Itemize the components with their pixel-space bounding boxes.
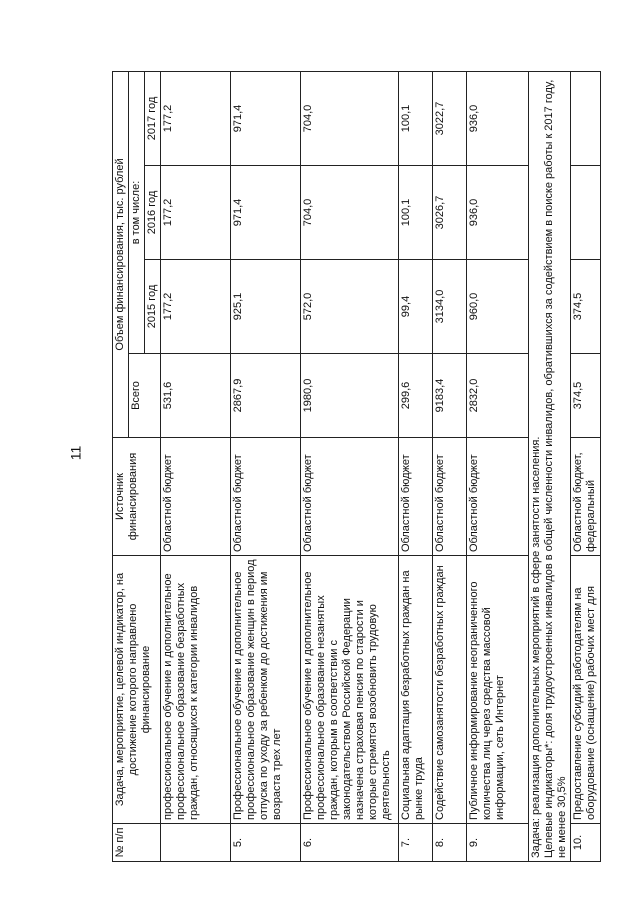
row-source: Областной бюджет — [301, 438, 399, 556]
row-no: 5. — [231, 824, 301, 862]
row-total: 374,5 — [571, 354, 601, 438]
header-year-2017: 2017 год — [145, 71, 161, 165]
row-no: 7. — [399, 824, 433, 862]
row-source: Областной бюджет — [467, 438, 529, 556]
row-no: 10. — [571, 824, 601, 862]
header-year-2015: 2015 год — [145, 260, 161, 354]
row-2016: 936,0 — [467, 166, 529, 260]
indicator-text: Целевые индикаторы*: доля трудоустроенных инвалидов в общей численности инвалидов, обратившихся за содействием в поиске работы к 2017 году, не менее 30,5% — [543, 79, 568, 858]
row-source: Областной бюджет — [433, 438, 467, 556]
row-2016: 704,0 — [301, 166, 399, 260]
row-no — [161, 824, 231, 862]
row-no: 8. — [433, 824, 467, 862]
row-2017: 177,2 — [161, 71, 231, 165]
header-volume: Объем финансирования, тыс. рублей — [113, 71, 129, 437]
row-total: 2867,9 — [231, 354, 301, 438]
row-2015: 3134,0 — [433, 260, 467, 354]
row-total: 299,6 — [399, 354, 433, 438]
page-number: 11 — [67, 445, 84, 461]
row-2016: 100,1 — [399, 166, 433, 260]
row-2017 — [571, 71, 601, 165]
row-name: Социальная адаптация безработных граждан на рынке труда — [399, 556, 433, 824]
row-2017: 100,1 — [399, 71, 433, 165]
header-including: в том числе: — [129, 71, 145, 353]
row-2017: 3022,7 — [433, 71, 467, 165]
task-text: Задача: реализация дополнительных мероприятий в сфере занятости населения. — [530, 436, 542, 858]
row-source: Областной бюджет — [161, 438, 231, 556]
table-row — [301, 71, 399, 861]
row-2016 — [571, 166, 601, 260]
row-source: Областной бюджет, федеральный — [571, 438, 601, 556]
table-row — [467, 71, 529, 861]
row-name: Профессиональное обучение и дополнительное профессиональное образование женщин в период отпуска по уходу за ребенком до достижения им возраста трех лет — [231, 556, 301, 824]
table-row — [433, 71, 467, 861]
table-row — [399, 71, 433, 861]
task-row — [529, 71, 571, 861]
row-name: Предоставление субсидий работодателям на оборудование (оснащение) рабочих мест для — [571, 556, 601, 824]
row-name: Публичное информирование неограниченного количества лиц через средства массовой информации, сеть Интернет — [467, 556, 529, 824]
row-2017: 704,0 — [301, 71, 399, 165]
row-2017: 936,0 — [467, 71, 529, 165]
task-cell — [529, 71, 571, 861]
row-2015: 925,1 — [231, 260, 301, 354]
row-2015: 99,4 — [399, 260, 433, 354]
row-2015: 572,0 — [301, 260, 399, 354]
row-source: Областной бюджет — [399, 438, 433, 556]
row-total: 2832,0 — [467, 354, 529, 438]
header-source: Источник финансирования — [113, 438, 161, 556]
row-2015: 177,2 — [161, 260, 231, 354]
row-name: Содействие самозанятости безработных граждан — [433, 556, 467, 824]
row-total: 9183,4 — [433, 354, 467, 438]
table-row — [571, 71, 601, 861]
header-no: № п/п — [113, 824, 161, 862]
financing-table — [112, 71, 601, 862]
row-2015: 960,0 — [467, 260, 529, 354]
row-source: Областной бюджет — [231, 438, 301, 556]
row-2016: 177,2 — [161, 166, 231, 260]
header-total: Всего — [129, 354, 161, 438]
row-2016: 3026,7 — [433, 166, 467, 260]
row-2017: 971,4 — [231, 71, 301, 165]
row-2016: 971,4 — [231, 166, 301, 260]
row-name: профессиональное обучение и дополнительное профессиональное образование безработных граждан, относящихся к категории инвалидов — [161, 556, 231, 824]
row-total: 531,6 — [161, 354, 231, 438]
header-task: Задача, мероприятие, целевой индикатор, на достижение которого направлено финансирование — [113, 556, 161, 824]
row-total: 1980,0 — [301, 354, 399, 438]
header-year-2016: 2016 год — [145, 166, 161, 260]
table-row — [231, 71, 301, 861]
rotated-page-content — [112, 72, 601, 862]
row-name: Профессиональное обучение и дополнительное профессиональное образование незанятых граждан, которым в соответствии с законодательством Российской Федерации назначена страховая пенсия по старости и которые стремятся возобновить трудовую деятельность — [301, 556, 399, 824]
row-no: 9. — [467, 824, 529, 862]
row-2015: 374,5 — [571, 260, 601, 354]
row-no: 6. — [301, 824, 399, 862]
table-row — [161, 71, 231, 861]
